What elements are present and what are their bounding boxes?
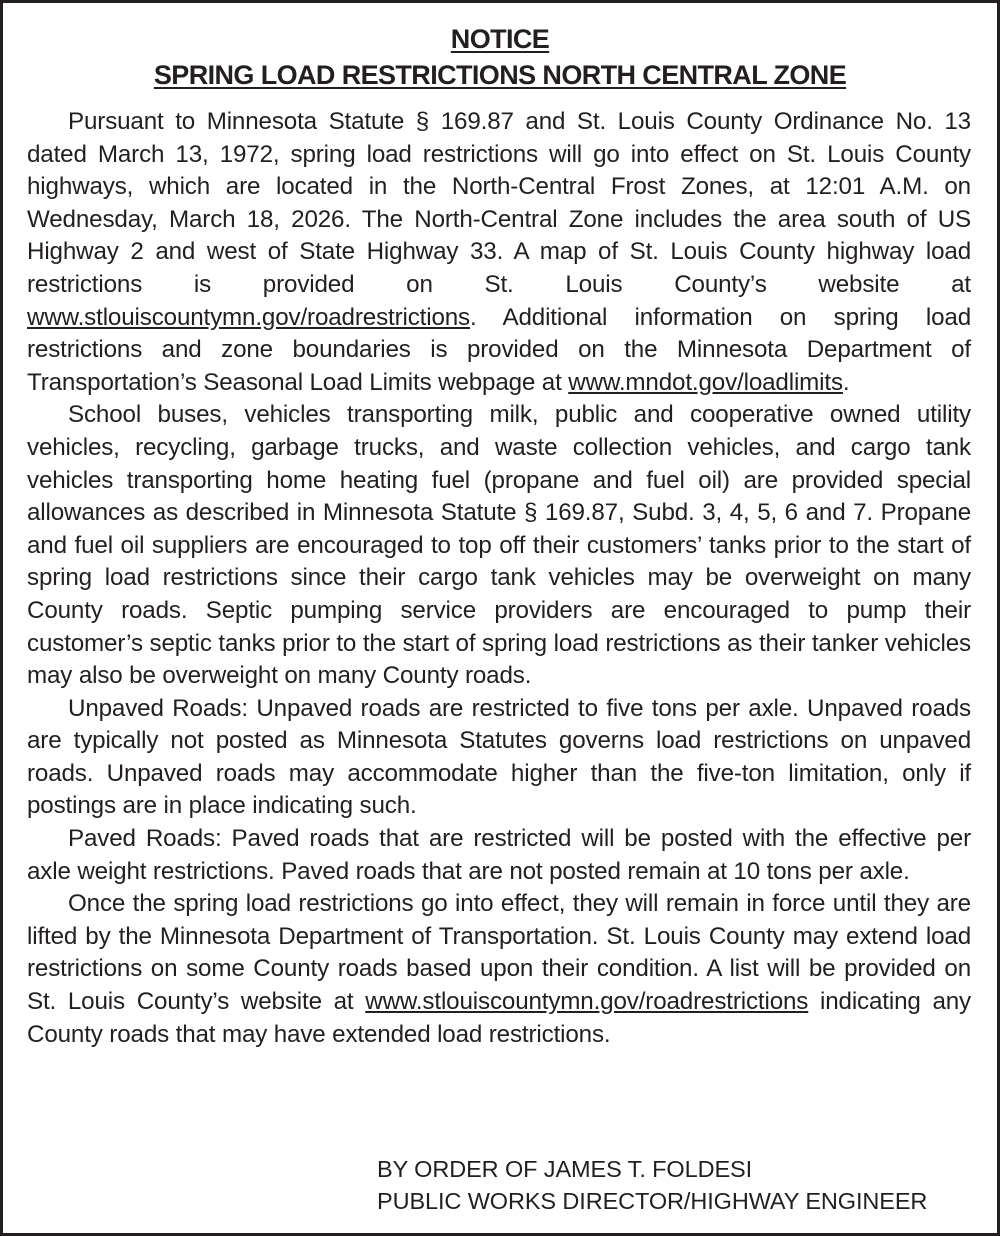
notice-title-text: SPRING LOAD RESTRICTIONS NORTH CENTRAL ZONE	[153, 60, 847, 90]
county-road-restrictions-link-2[interactable]: www.stlouiscountymn.gov/roadrestrictions	[365, 988, 809, 1016]
signature-line-1: BY ORDER OF JAMES T. FOLDESI	[377, 1156, 753, 1182]
paragraph-text: Pursuant to Minnesota Statute § 169.87 and St. Louis County Ordinance No. 13 dated March 13, 1972, spring load restrictions will go into effect on St. Louis County highways, which are located in the North-Central Frost Zones, at 12:01 A.M. on Wednesday, March 18, 2026. The North-Central Zone includes the area south of US Highway 2 and west of State Highway 33. A map of St. Louis County highway load restrictions is provided on St. Louis County’s website at	[27, 108, 971, 298]
notice-title	[3, 59, 997, 91]
paragraph-unpaved-roads: Unpaved Roads: Unpaved roads are restricted to five tons per axle. Unpaved roads are typically not posted as Minnesota Statutes governs load restrictions on unpaved roads. Unpaved roads may accommodate higher than the five-ton limitation, only if postings are in place indicating such.	[27, 694, 971, 820]
paragraph-duration	[27, 888, 971, 1051]
paragraph-text: .	[842, 368, 850, 396]
county-road-restrictions-link[interactable]: www.stlouiscountymn.gov/roadrestrictions	[27, 303, 470, 331]
mndot-load-limits-link[interactable]: www.mndot.gov/loadlimits	[568, 368, 843, 396]
signature-line-2: PUBLIC WORKS DIRECTOR/HIGHWAY ENGINEER	[377, 1188, 928, 1214]
paragraph-text: indicating any County roads that may have extended load restrictions.	[27, 988, 971, 1048]
notice-heading-text: NOTICE	[450, 24, 550, 54]
paragraph-effective-date	[27, 106, 971, 399]
paragraph-text: . Additional information on spring load restrictions and zone boundaries is provided on the Minnesota Department of Transportation’s Seasonal Load Limits webpage at	[27, 303, 971, 396]
notice-heading	[3, 23, 997, 55]
paragraph-paved-roads: Paved Roads: Paved roads that are restricted will be posted with the effective per axle weight restrictions. Paved roads that are not posted remain at 10 tons per axle.	[27, 825, 971, 885]
paragraph-special-allowances: School buses, vehicles transporting milk, public and cooperative owned utility vehicles, recycling, garbage trucks, and waste collection vehicles, and cargo tank vehicles transporting home heating fuel (propane and fuel oil) are provided special allowances as described in Minnesota Statute § 169.87, Subd. 3, 4, 5, 6 and 7. Propane and fuel oil suppliers are encouraged to top off their customers’ tanks prior to the start of spring load restrictions since their cargo tank vehicles may be overweight on many County roads. Septic pumping service providers are encouraged to pump their customer’s septic tanks prior to the start of spring load restrictions as their tanker vehicles may also be overweight on many County roads.	[27, 401, 971, 690]
paragraph-text: Once the spring load restrictions go into effect, they will remain in force until they are lifted by the Minnesota Department of Transportation. St. Louis County may extend load restrictions on some County roads based upon their condition. A list will be provided on St. Louis County’s website at	[27, 890, 971, 1016]
notice-body	[27, 106, 971, 1051]
signature-block	[377, 1153, 927, 1217]
